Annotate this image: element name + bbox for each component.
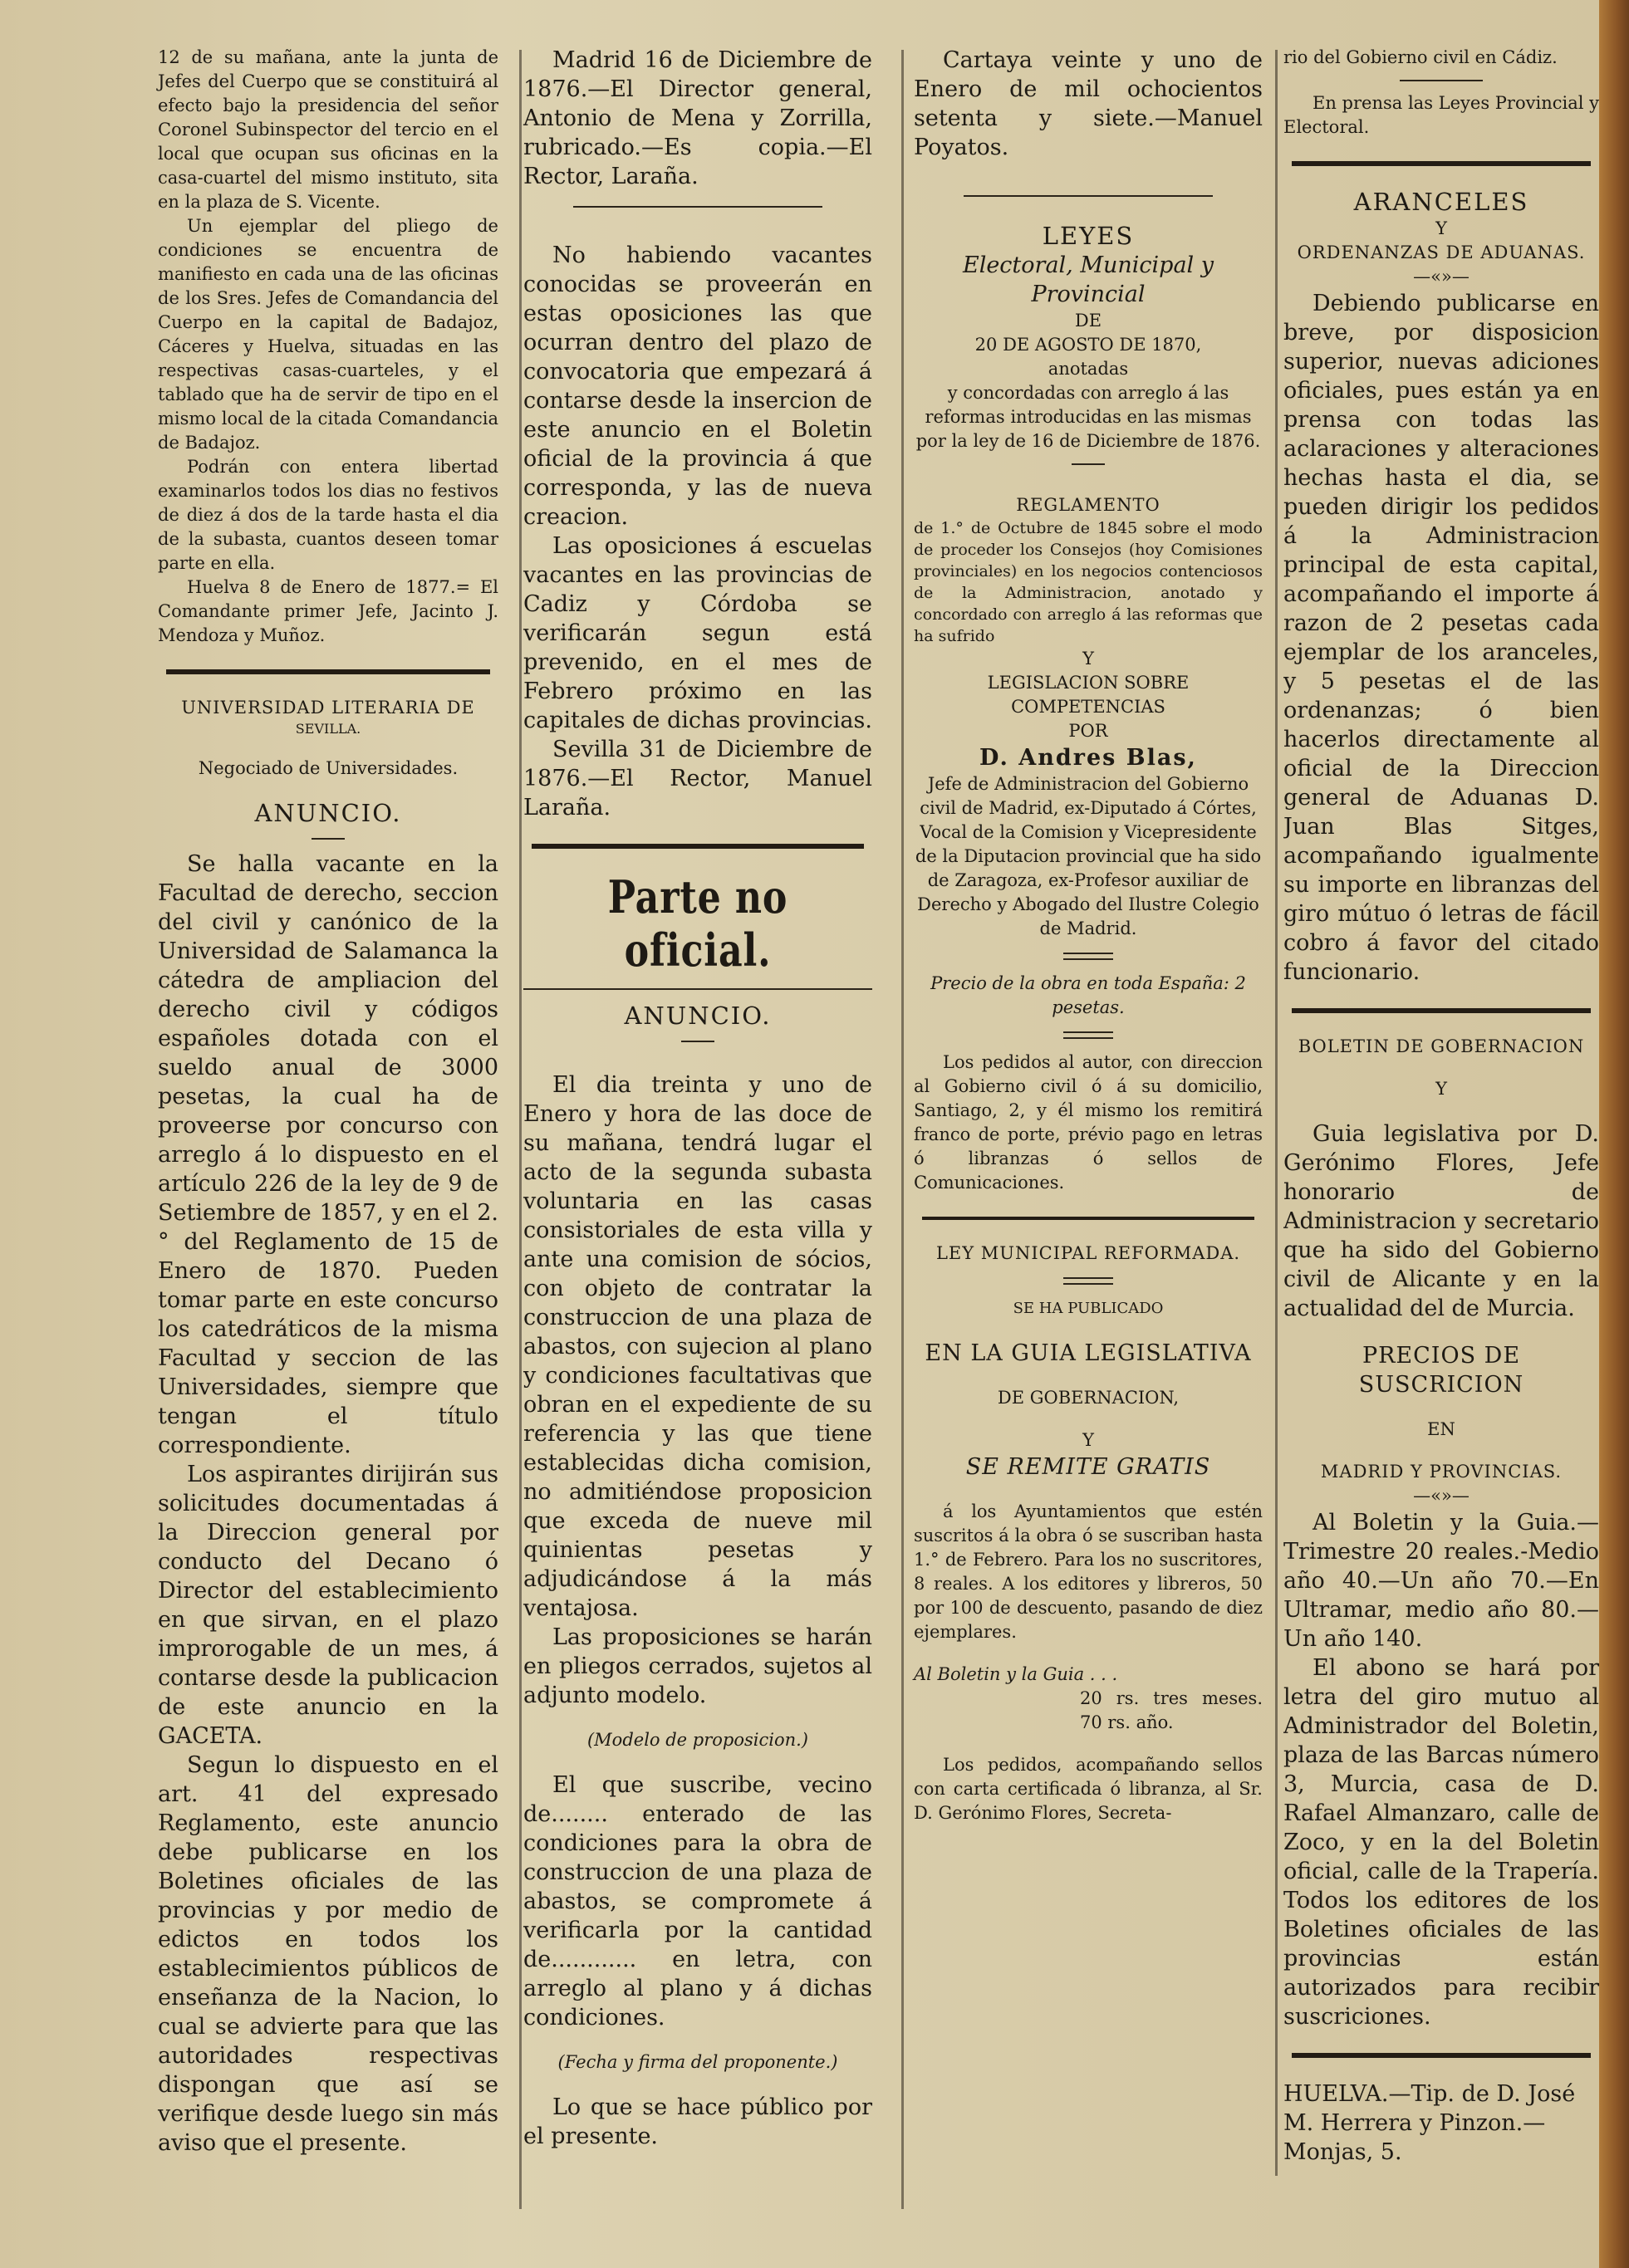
ad-heading: BOLETIN DE GOBERNACION xyxy=(1298,1036,1585,1056)
paragraph: Segun lo dispuesto en el art. 41 del expresado Reglamento, este anuncio debe publicarse en los Boletines oficiales de las provincias y por medio de edictos en todos los establecimientos públicos de enseñanza de la Nacion, lo cual se advierte para que las autoridades respectivas dispongan que así se verifique desde luego sin más aviso que el presente. xyxy=(158,1752,498,2156)
ad-text: de 1.° de Octubre de 1845 sobre el modo de proceder los Consejos (hoy Comisiones provinciales) en los negocios contenciosos de la Administracion, anotado y concordado con arreglo á las reformas que ha sufrido xyxy=(914,519,1263,645)
divider xyxy=(1063,1277,1113,1285)
divider xyxy=(1072,463,1105,465)
ad-text: Los pedidos, acompañando sellos con carta certificada ó libranza, al Sr. D. Gerónimo Flores, Secreta- xyxy=(914,1755,1263,1823)
department-heading: Negociado de Universidades. xyxy=(198,758,459,778)
author-description: Jefe de Administracion del Gobierno civil de Madrid, ex-Diputado á Córtes, Vocal de la Comision y Vicepresidente de la Diputacion provincial que ha sido de Zaragoza, ex-Profesor auxiliar de Derecho y Abogado del Ilustre Colegio de Madrid. xyxy=(915,774,1262,938)
column-2 xyxy=(523,46,872,2151)
ad-line: y concordadas con arreglo á las reformas introducidas en las mismas por la ley de 16 de Diciembre de 1876. xyxy=(915,383,1261,451)
ad-heading: ORDENANZAS DE ADUANAS. xyxy=(1297,242,1586,262)
section-divider xyxy=(532,844,864,849)
column-3 xyxy=(914,46,1263,1825)
model-heading: (Modelo de proposicion.) xyxy=(586,1730,808,1750)
ad-subtitle: Electoral, Municipal y Provincial xyxy=(962,252,1214,307)
paragraph: 12 de su mañana, ante la junta de Jefes del Cuerpo que se constituirá al efecto bajo la presidencia del señor Coronel Subinspector del tercio en el local que ocupan sus oficinas en la casa-cuartel del mismo instituto, sita en la plaza de S. Vicente. xyxy=(158,47,498,212)
printer-imprint: HUELVA.—Tip. de D. José M. Herrera y Pinzon.—Monjas, 5. xyxy=(1283,2081,1576,2165)
city-heading: SEVILLA. xyxy=(295,721,361,737)
paragraph: Se halla vacante en la Facultad de derecho, seccion del civil y canónico de la Universidad de Salamanca la cátedra de ampliacion del derecho civil y códigos españoles dotada con el sueldo anual de 3000 pesetas, la cual ha de proveerse por concurso con arreglo á lo dispuesto en el artículo 226 de la ley de 9 de Setiembre de 1857, y en el 2.° del Reglamento de 15 de Enero de 1870. Pueden tomar parte en este concurso los catedráticos de la misma Facultad y seccion de las Universidades, siempre que tengan el título correspondiente. xyxy=(158,851,498,1458)
signature-line: Madrid 16 de Diciembre de 1876.—El Director general, Antonio de Mena y Zorrilla, rubricado.—Es copia.—El Rector, Laraña. xyxy=(523,47,872,189)
signature-note: (Fecha y firma del proponente.) xyxy=(557,2052,838,2072)
paragraph: No habiendo vacantes conocidas se proveerán en estas oposiciones las que ocurran dentro del plazo de convocatoria que empezará á contarse desde la insercion de este anuncio en el Boletin oficial de la provincia á que corresponda, y las de nueva creacion. xyxy=(523,242,872,530)
ad-heading: LEY MUNICIPAL REFORMADA. xyxy=(935,1243,1241,1263)
ad-line: SE HA PUBLICADO xyxy=(1013,1300,1164,1317)
ad-line: DE GOBERNACION, xyxy=(997,1388,1180,1408)
ad-heading: REGLAMENTO xyxy=(1016,495,1160,515)
column-1 xyxy=(158,46,498,2158)
paragraph: Al Boletin y la Guia.—Trimestre 20 reales.-Medio año 40.—Un año 70.—En Ultramar, medio año 80.—Un año 140. xyxy=(1283,1510,1599,1652)
paragraph: rio del Gobierno civil en Cádiz. xyxy=(1283,47,1558,67)
ad-line: 20 DE AGOSTO DE 1870, xyxy=(974,335,1202,355)
divider xyxy=(312,838,345,840)
paragraph: Debiendo publicarse en breve, por disposicion superior, nuevas adiciones oficiales, pues están ya en prensa con todas las aclaraciones y alteraciones hechas hasta el dia, se pueden dirigir los pedidos á la Administracion principal de esta capital, acompañando el importe á razon de 2 pesetas cada ejemplar de los aranceles, y 5 pesetas el de las ordenanzas; ó bien hacerlos directamente al oficial de la Direccion general de Aduanas D. Juan Blas Sitges, acompañando igualmente su importe en libranzas del giro mútuo ó letras de fácil cobro á favor del citado funcionario. xyxy=(1283,291,1599,985)
column-rule xyxy=(519,50,522,2209)
paragraph: El que suscribe, vecino de........ enterado de las condiciones para la obra de construccion de una plaza de abastos, se compromete á verificarla por la cantidad de............ en letra, con arreglo al plano y á dichas condiciones. xyxy=(523,1772,872,2030)
university-heading: UNIVERSIDAD LITERARIA DE xyxy=(181,698,475,718)
ad-line: Y xyxy=(1435,1079,1447,1099)
section-divider xyxy=(922,1217,1254,1220)
signature-line: Cartaya veinte y uno de Enero de mil ochocientos setenta y siete.—Manuel Poyatos. xyxy=(914,47,1263,160)
price-label: Al Boletin y la Guia . . . xyxy=(914,1664,1118,1684)
divider xyxy=(1063,1031,1113,1039)
price-line: Precio de la obra en toda España: 2 pesetas. xyxy=(930,973,1246,1017)
section-divider xyxy=(1292,161,1591,166)
announcement-title: ANUNCIO. xyxy=(624,1002,772,1030)
paragraph: El abono se hará por letra del giro mutuo al Administrador del Boletin, plaza de las Barcas número 3, Murcia, casa de D. Rafael Almanzaro, calle de Zoco, y en la del Boletin oficial, calle de la Trapería. Todos los editores de los Boletines oficiales de las provincias están autorizados para recibir suscriciones. xyxy=(1283,1655,1599,2030)
divider xyxy=(681,1041,714,1042)
author-name: D. Andres Blas, xyxy=(979,745,1197,771)
ad-line: Y xyxy=(1082,1430,1094,1450)
page-binding-edge xyxy=(1599,0,1629,2268)
ad-line: EN xyxy=(1427,1419,1455,1439)
paragraph: Las proposiciones se harán en pliegos cerrados, sujetos al adjunto modelo. xyxy=(523,1624,872,1708)
section-divider xyxy=(166,669,490,674)
signature-line: Sevilla 31 de Diciembre de 1876.—El Rector, Manuel Laraña. xyxy=(523,737,872,820)
ad-text: á los Ayuntamientos que estén suscritos á la obra ó se suscriban hasta 1.° de Febrero. Para los no suscritores, 8 reales. A los editores y libreros, 50 por 100 de descuento, pasando de diez ejemplares. xyxy=(914,1501,1263,1642)
paragraph: Lo que se hace público por el presente. xyxy=(523,2094,872,2149)
paragraph: Un ejemplar del pliego de condiciones se encuentra de manifiesto en cada una de las oficinas de los Sres. Jefes de Comandancia del Cuerpo en la capital de Badajoz, Cáceres y Huelva, situadas en las respectivas casas-cuarteles, y el tablado que ha de servir de tipo en el mismo local de la citada Comandancia de Badajoz. xyxy=(158,216,498,453)
announcement-title: ANUNCIO. xyxy=(254,799,402,827)
section-divider xyxy=(1292,1008,1591,1013)
ornament: —«»— xyxy=(1413,1486,1470,1506)
ad-line: Y xyxy=(1082,649,1094,669)
divider xyxy=(523,988,872,990)
ad-heading: MADRID Y PROVINCIAS. xyxy=(1320,1462,1563,1482)
paragraph: Las oposiciones á escuelas vacantes en las provincias de Cadiz y Córdoba se verificarán segun está prevenido, en el mes de Febrero próximo en las capitales de dichas provincias. xyxy=(523,533,872,733)
ad-heading: EN LA GUIA LEGISLATIVA xyxy=(925,1340,1252,1366)
signature-line: Huelva 8 de Enero de 1877.= El Comandante primer Jefe, Jacinto J. Mendoza y Muñoz. xyxy=(158,577,498,645)
divider xyxy=(1063,953,1113,960)
divider xyxy=(964,195,1213,197)
divider xyxy=(1400,80,1483,81)
paragraph: Guia legislativa por D. Gerónimo Flores, Jefe honorario de Administracion y secretario que ha sido del Gobierno civil de Alicante y en la actualidad del de Murcia. xyxy=(1283,1121,1599,1321)
divider xyxy=(573,206,822,208)
section-divider xyxy=(1292,2053,1591,2058)
column-4 xyxy=(1283,46,1599,2167)
paragraph: El dia treinta y uno de Enero y hora de las doce de su mañana, tendrá lugar el acto de la segunda subasta voluntaria en las casas consistoriales de esta villa y ante una comision de sócios, con objeto de contratar la construccion de una plaza de abastos, con sujecion al plano y condiciones facultativas que obran en el expediente de su referencia y las que tiene establecidas dicha comision, no admitiéndose proposicion que exceda de nueve mil quinientas pesetas y adjudicándose á la más ventajosa. xyxy=(523,1072,872,1621)
paragraph: Los aspirantes dirijirán sus solicitudes documentadas á la Direccion general por conducto del Decano ó Director del establecimiento en que sirvan, en el plazo improrogable de un mes, á contarse desde la publicacion de este anuncio en la GACETA. xyxy=(158,1462,498,1749)
column-rule xyxy=(1275,50,1278,2176)
ad-title: LEYES xyxy=(1042,222,1135,250)
ad-heading: SE REMITE GRATIS xyxy=(965,1454,1211,1480)
ad-line: DE xyxy=(1074,311,1102,331)
ad-line: anotadas xyxy=(1048,359,1129,379)
paragraph: En prensa las Leyes Provincial y Electoral. xyxy=(1283,93,1599,137)
ad-heading: PRECIOS DE SUSCRICION xyxy=(1358,1343,1524,1398)
ad-heading: LEGISLACION SOBRE COMPETENCIAS xyxy=(987,673,1190,717)
ad-line: POR xyxy=(1068,721,1108,741)
price-values: 20 rs. tres meses. 70 rs. año. xyxy=(1080,1688,1263,1732)
ornament: —«»— xyxy=(1413,267,1470,287)
column-rule xyxy=(901,50,904,2209)
section-heading: Parte no oficial. xyxy=(607,870,788,977)
ad-title: ARANCELES xyxy=(1353,188,1529,216)
ad-text: Los pedidos al autor, con direccion al Gobierno civil ó á su domicilio, Santiago, 2, y él mismo los remitirá franco de porte, prévio pago en letras ó libranzas ó sellos de Comunicaciones. xyxy=(914,1052,1263,1193)
paragraph: Podrán con entera libertad examinarlos todos los dias no festivos de diez á dos de la tarde hasta el dia de la subasta, cuantos deseen tomar parte en ella. xyxy=(158,457,498,573)
ad-line: Y xyxy=(1435,218,1447,238)
